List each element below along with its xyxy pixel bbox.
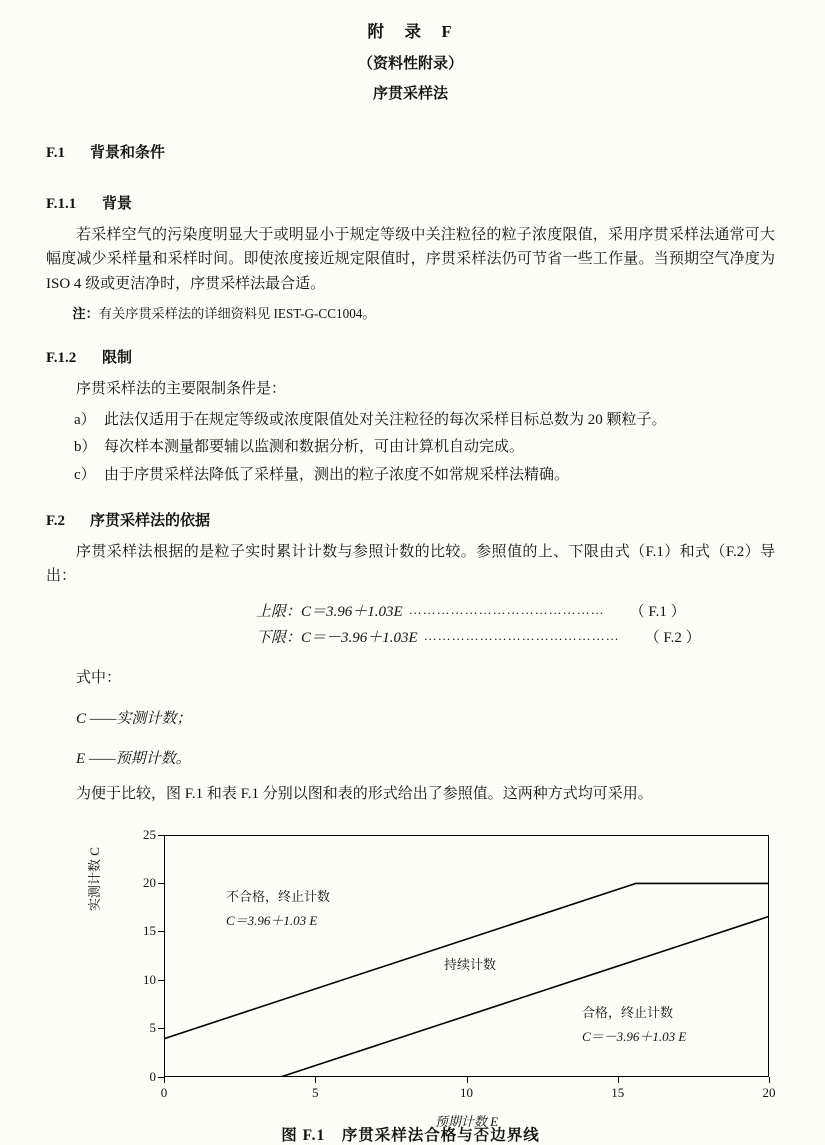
chart-y-tick: 0 — [149, 1068, 156, 1084]
chart-y-tick: 25 — [143, 826, 156, 842]
equation-block — [46, 600, 775, 651]
chart-y-tick: 15 — [143, 923, 156, 939]
chart-x-tick: 10 — [460, 1084, 473, 1100]
section-f12-title: 限制 — [102, 349, 133, 366]
chart-area — [143, 826, 776, 1129]
chart-annotation-accept — [582, 1003, 686, 1047]
figure-f1 — [46, 825, 776, 1129]
where-label: 式中： — [76, 670, 122, 687]
chart-x-tickmark — [467, 1077, 468, 1083]
chart-y-tick: 10 — [143, 971, 156, 987]
chart-x-tickmark — [164, 1077, 165, 1083]
definition-e: E ——预期计数。 — [76, 750, 191, 767]
equation-number: （ F.2 ） — [644, 629, 701, 646]
chart-annotation-reject — [226, 887, 330, 931]
equation-number: （ F.1 ） — [629, 604, 686, 621]
annex-type: （资料性附录） — [357, 56, 463, 72]
section-f2 — [46, 509, 775, 807]
section-f2-title: 序贯采样法的依据 — [90, 512, 211, 529]
equation-row — [46, 626, 775, 652]
section-f1-title: 背景和条件 — [90, 145, 166, 161]
section-f11-paragraph: 若采样空气的污染度明显大于或明显小于规定等级中关注粒径的粒子浓度限值，采用序贯采样法通常可大幅度减少采样量和采样时间。即使浓度接近规定限值时，序贯采样法仍可节省一些工作量。当预期空气净度为 ISO 4 级或更洁净时，序贯采样法最合适。 — [46, 227, 775, 292]
chart-x-tick: 0 — [160, 1084, 168, 1100]
section-f12 — [46, 346, 775, 487]
equation-lower-limit: 下限：C＝－3.96＋1.03E — [256, 629, 418, 646]
chart-x-tick: 5 — [312, 1084, 319, 1100]
list-item — [46, 408, 775, 432]
chart-x-axis-label: 预期计数 E — [434, 1113, 499, 1129]
list-item-marker: a） — [74, 411, 96, 428]
list-item-text: 由于序贯采样法降低了采样量，测出的粒子浓度不如常规采样法精确。 — [104, 466, 570, 483]
section-f2-heading — [46, 509, 775, 530]
section-f11-heading — [46, 192, 775, 213]
equation-upper-limit: 上限：C＝3.96＋1.03E — [256, 604, 403, 621]
list-item — [46, 435, 775, 459]
chart-annotation-line1: 持续计数 — [444, 956, 497, 972]
note-label: 注： — [72, 305, 99, 321]
note-text: 有关序贯采样法的详细资料见 IEST-G-CC1004。 — [98, 305, 376, 321]
section-f11-note — [46, 304, 775, 324]
chart-x-tickmark — [769, 1077, 770, 1083]
chart-annotation-line1: 不合格，终止计数 — [226, 888, 331, 904]
annex-name: 序贯采样法 — [372, 86, 448, 102]
chart-line-lower-limit — [281, 916, 770, 1077]
equation-row — [46, 600, 775, 626]
limitation-list — [46, 408, 775, 487]
section-f2-number: F.2 — [46, 512, 66, 529]
chart-x-tick: 15 — [611, 1084, 625, 1100]
section-f12-number: F.1.2 — [46, 349, 77, 366]
section-f2-closing: 为便于比较，图 F.1 和表 F.1 分别以图和表的形式给出了参照值。这两种方式均可采用。 — [76, 786, 653, 803]
figure-caption: 图 F.1 序贯采样法合格与否边界线 — [281, 1126, 540, 1144]
equation-leader-dots: …………………………………… — [408, 602, 605, 618]
section-f1-number: F.1 — [46, 145, 66, 161]
chart-annotation-line2: C＝3.96＋1.03 E — [226, 913, 318, 929]
chart-y-tick: 5 — [149, 1020, 156, 1036]
list-item-marker: c） — [74, 466, 96, 483]
section-f1 — [46, 141, 775, 162]
chart-y-axis-label: 实测计数 C — [87, 846, 102, 911]
section-f2-paragraph: 序贯采样法根据的是粒子实时累计计数与参照计数的比较。参照值的上、下限由式（F.1）和式（F.2）导出： — [46, 543, 775, 585]
chart-y-tick: 20 — [143, 874, 156, 890]
section-f11-title: 背景 — [102, 196, 133, 212]
chart-annotation-line2: C＝－3.96＋1.03 E — [582, 1029, 687, 1045]
chart-x-tickmark — [315, 1077, 316, 1083]
section-f11-number: F.1.1 — [46, 196, 77, 212]
chart-annotation-continue — [444, 955, 496, 975]
definition-c: C ——实测计数； — [76, 710, 192, 727]
chart-annotation-line1: 合格，终止计数 — [582, 1004, 674, 1020]
chart-x-tickmark — [618, 1077, 619, 1083]
list-item-text: 每次样本测量都要辅以监测和数据分析，可由计算机自动完成。 — [104, 439, 525, 456]
section-f1-heading — [46, 141, 775, 162]
annex-title: 附 录 F — [367, 22, 454, 41]
list-item-text: 此法仅适用于在规定等级或浓度限值处对关注粒径的每次采样目标总数为 20 颗粒子。 — [104, 411, 667, 428]
chart-x-tick: 20 — [762, 1084, 776, 1100]
list-item — [46, 463, 775, 487]
list-item-marker: b） — [74, 439, 97, 456]
equation-leader-dots: …………………………………… — [423, 627, 620, 643]
section-f12-intro: 序贯采样法的主要限制条件是： — [76, 380, 287, 397]
section-f11 — [46, 192, 775, 324]
section-f12-heading — [46, 346, 775, 367]
